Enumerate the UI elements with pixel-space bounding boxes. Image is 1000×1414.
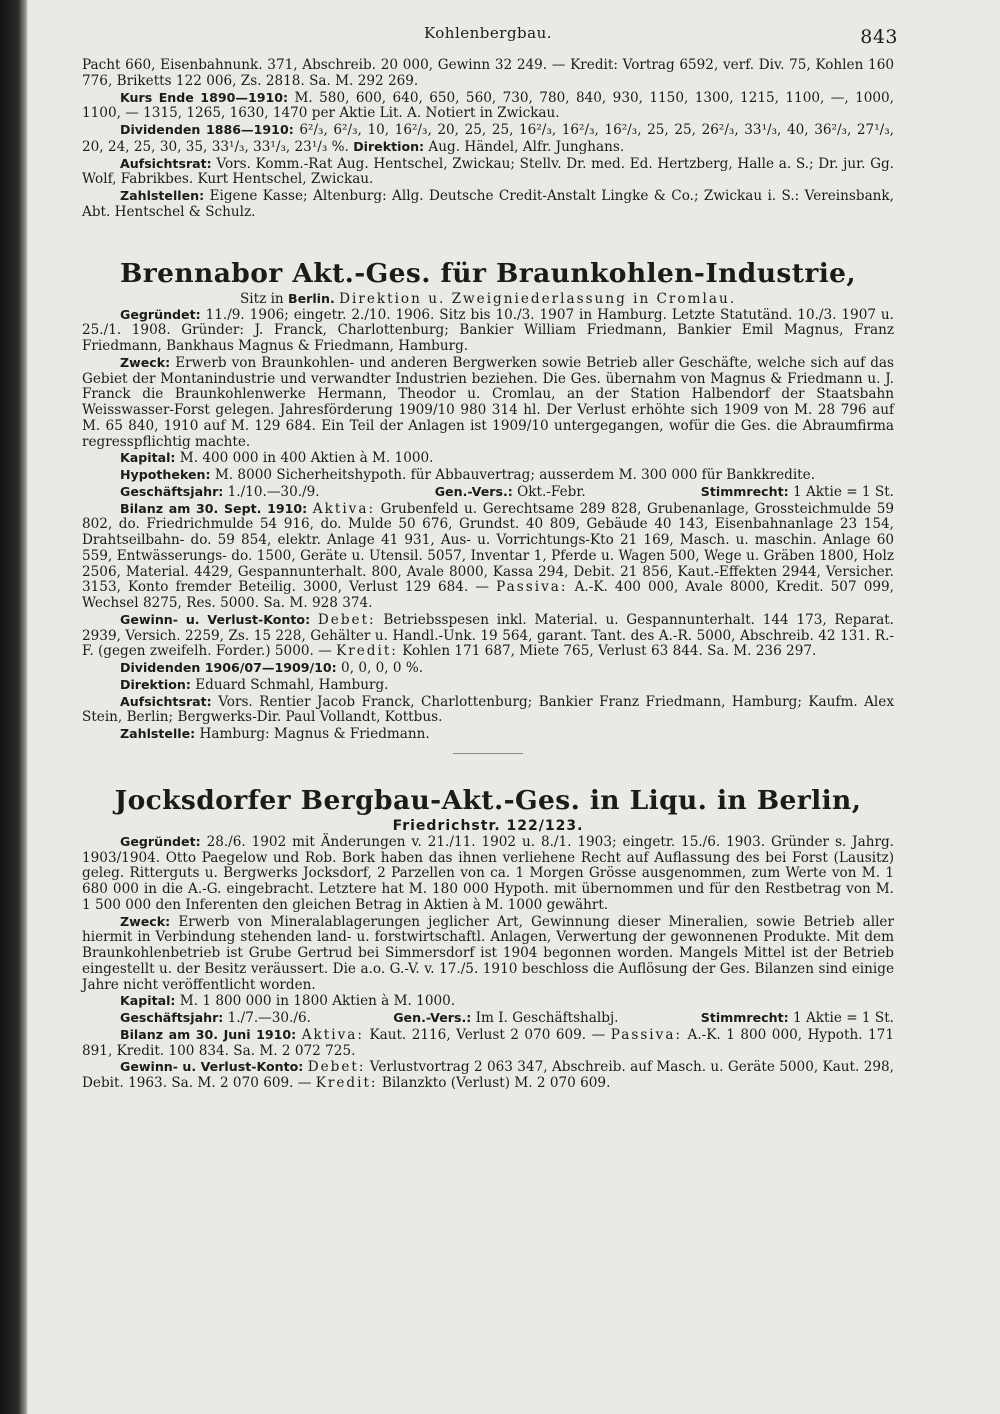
entry-jocksdorfer	[82, 784, 894, 1092]
page-header	[82, 24, 898, 58]
paragraph-aufsichtsrat-brennabor: Aufsichtsrat: Vors. Rentier Jacob Franck, Charlottenburg; Bankier Franz Friedmann, Hamburg; Kaufm. Alex Stein, Berlin; Bergwerks-Dir. Paul Vollandt, Kottbus.	[82, 693, 894, 726]
paragraph-bilanz-jocksdorfer: Bilanz am 30. Juni 1910: Aktiva: Kaut. 2116, Verlust 2 070 609. — Passiva: A.-K. 1 800 000, Hypoth. 171 891, Kredit. 100 834. Sa. M. 2 072 725.	[82, 1026, 894, 1059]
entry-title-jocksdorfer: Jocksdorfer Bergbau-Akt.-Ges. in Liqu. in Berlin,	[114, 784, 862, 816]
previous-entry-continuation	[82, 58, 894, 221]
page-number: 843	[860, 26, 898, 48]
paragraph-dividenden-brennabor: Dividenden 1906/07—1909/10: 0, 0, 0, 0 %.	[120, 660, 424, 676]
entry-seat-brennabor: Sitz in Berlin. Direktion u. Zweigniederlassung in Cromlau.	[239, 290, 737, 307]
entry-address-jocksdorfer: Friedrichstr. 122/123.	[392, 817, 584, 834]
paragraph-zweck-jocksdorfer: Zweck: Erwerb von Mineralablagerungen jeglicher Art, Gewinnung dieser Mineralien, sowie Betrieb aller hiermit in Verbindung stehenden land- u. forstwirtschaftl. Anlagen, Verwertung der gewonnenen Produkte. Mit dem Braunkohlenbetrieb ist Grube Gertrud bei Simmersdorf ist 1904 begonnen worden. Mangels Mittel ist der Betrieb eingestellt u. der Besitz veräussert. Die a.o. G.-V. v. 17./5. 1910 beschloss die Auflösung der Ges. Bilanzen sind einige Jahre nicht veröffentlicht worden.	[82, 913, 894, 993]
row-geschaeftsjahr-jocksdorfer: Geschäftsjahr: 1./7.—30./6. Gen.-Vers.: Im I. Geschäftshalbj. Stimmrecht: 1 Aktie = 1 St.	[120, 1010, 894, 1026]
paragraph-hypotheken: Hypotheken: M. 8000 Sicherheitshypoth. für Abbauvertrag; ausserdem M. 300 000 für Bankkredite.	[120, 467, 816, 483]
paragraph-gewinn-verlust-jocksdorfer: Gewinn- u. Verlust-Konto: Debet: Verlustvortrag 2 063 347, Abschreib. auf Masch. u. Geräte 5000, Kaut. 298, Debit. 1963. Sa. M. 2 070 609. — Kredit: Bilanzkto (Verlust) M. 2 070 609.	[82, 1059, 894, 1091]
paragraph-kapital-jocksdorfer: Kapital: M. 1 800 000 in 1800 Aktien à M. 1000.	[120, 993, 456, 1010]
paragraph-gewinn-verlust: Gewinn- u. Verlust-Konto: Debet: Betriebsspesen inkl. Material. u. Gespannunterhalt. 144 173, Reparat. 2939, Versich. 2259, Zs. 15 228, Gehälter u. Handl.-Unk. 19 564, garant. Tant. des A.-R. 5000, Abschreib. 42 131. R.-F. (gegen zweifelh. Forder.) 5000. — Kredit: Kohlen 171 687, Miete 765, Verlust 63 844. Sa. M. 236 297.	[82, 611, 894, 660]
paragraph-aufsichtsrat: Aufsichtsrat: Vors. Komm.-Rat Aug. Hentschel, Zwickau; Stellv. Dr. med. Ed. Hertzberg, Halle a. S.; Dr. jur. Gg. Wolf, Fabrikbes. Kurt Hentschel, Zwickau.	[82, 155, 894, 188]
entry-brennabor	[82, 257, 894, 743]
paragraph-zahlstelle: Zahlstelle: Hamburg: Magnus & Friedmann.	[120, 726, 430, 742]
book-binding-edge	[0, 0, 28, 1414]
paragraph-kapital: Kapital: M. 400 000 in 400 Aktien à M. 1000.	[120, 450, 434, 467]
paragraph-dividenden: Dividenden 1886—1910: 6²/₃, 6²/₃, 10, 16²/₃, 20, 25, 25, 16²/₃, 16²/₃, 16²/₃, 25, 25, 26²/₃, 33¹/₃, 40, 36²/₃, 27¹/₃, 20, 24, 25, 30, 35, 33¹/₃, 33¹/₃, 23¹/₃ %. Direktion: Aug. Händel, Alfr. Junghans.	[82, 122, 894, 155]
document-page	[82, 24, 898, 1092]
paragraph-zweck: Zweck: Erwerb von Braunkohlen- und anderen Bergwerken sowie Betrieb aller Geschäfte, welche sich auf das Gebiet der Montanindustrie und verwandter Industrien beziehen. Die Ges. übernahm von Magnus & Friedmann u. J. Franck die Braunkohlenwerke Hermann, Theodor u. Cromlau, an der Station Halbendorf der Staatsbahn Weisswasser-Forst gelegen. Jahresförderung 1909/10 980 314 hl. Der Verlust erhöhte sich 1909 von M. 28 796 auf M. 65 840, 1910 auf M. 129 684. Ein Teil der Anlagen ist 1909/10 untergegangen, wofür die Ges. die Abraumfirma regresspflichtig machte.	[82, 354, 894, 450]
paragraph-kurs: Kurs Ende 1890—1910: M. 580, 600, 640, 650, 560, 730, 780, 840, 930, 1150, 1300, 1215, 1100, —, 1000, 1100, — 1315, 1265, 1630, 1470 per Aktie Lit. A. Notiert in Zwickau.	[82, 89, 894, 122]
paragraph-bilanz: Bilanz am 30. Sept. 1910: Aktiva: Grubenfeld u. Gerechtsame 289 828, Grubenanlage, Grossteichmulde 59 802, do. Friedrichmulde 54 916, do. Mulde 50 676, Grundst. 40 809, Gebäude 40 143, Eisenbahnanlage 23 154, Drahtseilbahn- do. 59 854, elektr. Anlage 41 931, Aus- u. Vorrichtungs-Kto 21 169, Masch. u. maschin. Anlage 60 559, Entwässerungs- do. 1500, Geräte u. Utensil. 5057, Inventar 1, Pferde u. Wagen 500, Wege u. Gräben 1800, Holz 2506, Material. 4429, Gespannunterhalt. 800, Avale 8000, Kassa 294, Debit. 21 856, Kaut.-Effekten 2944, Versicher. 3153, Konto fremder Beteilig. 3000, Verlust 129 684. — Passiva: A.-K. 400 000, Avale 8000, Kredit. 507 099, Wechsel 8275, Res. 5000. Sa. M. 928 374.	[82, 500, 895, 611]
paragraph-direktion: Direktion: Eduard Schmahl, Hamburg.	[120, 676, 389, 693]
paragraph-gegruendet: Gegründet: 11./9. 1906; eingetr. 2./10. 1906. Sitz bis 10./3. 1907 in Hamburg. Letzte Statutänd. 10./3. 1907 u. 25./1. 1908. Gründer: J. Franck, Charlottenburg; Bankier William Friedmann, Bankier Emil Magnus, Franz Friedmann, Bankhaus Magnus & Friedmann, Hamburg.	[82, 306, 894, 354]
entry-title-brennabor: Brennabor Akt.-Ges. für Braunkohlen-Industrie,	[119, 257, 857, 289]
paragraph-revenue: Pacht 660, Eisenbahnunk. 371, Abschreib. 20 000, Gewinn 32 249. — Kredit: Vortrag 6592, verf. Div. 75, Kohlen 160 776, Briketts 122 006, Zs. 2818. Sa. M. 292 269.	[82, 57, 894, 89]
paragraph-zahlstellen: Zahlstellen: Eigene Kasse; Altenburg: Allg. Deutsche Credit-Anstalt Lingke & Co.; Zwickau i. S.: Vereinsbank, Abt. Hentschel & Schulz.	[82, 188, 894, 220]
row-geschaeftsjahr: Geschäftsjahr: 1./10.—30./9. Gen.-Vers.: Okt.-Febr. Stimmrecht: 1 Aktie = 1 St.	[120, 483, 894, 500]
running-title: Kohlenbergbau.	[423, 24, 553, 42]
paragraph-gegruendet-jocksdorfer: Gegründet: 28./6. 1902 mit Änderungen v. 21./11. 1902 u. 8./1. 1903; eingetr. 15./6. 1903. Gründer s. Jahrg. 1903/1904. Otto Paegelow und Rob. Bork haben das ihnen verliehene Recht auf Auflassung des bei Forst (Lausitz) geleg. Ritterguts u. Bergwerks Jocksdorf, 2 Parzellen von ca. 1 Morgen Grösse ausgenommen, zum Werte von M. 1 680 000 in die A.-G. eingebracht. Letztere hat M. 180 000 Hypoth. mit übernommen und für den Restbetrag von M. 1 500 000 den Inferenten den gleichen Betrag in Aktien à M. 1000 gewährt.	[82, 833, 894, 913]
